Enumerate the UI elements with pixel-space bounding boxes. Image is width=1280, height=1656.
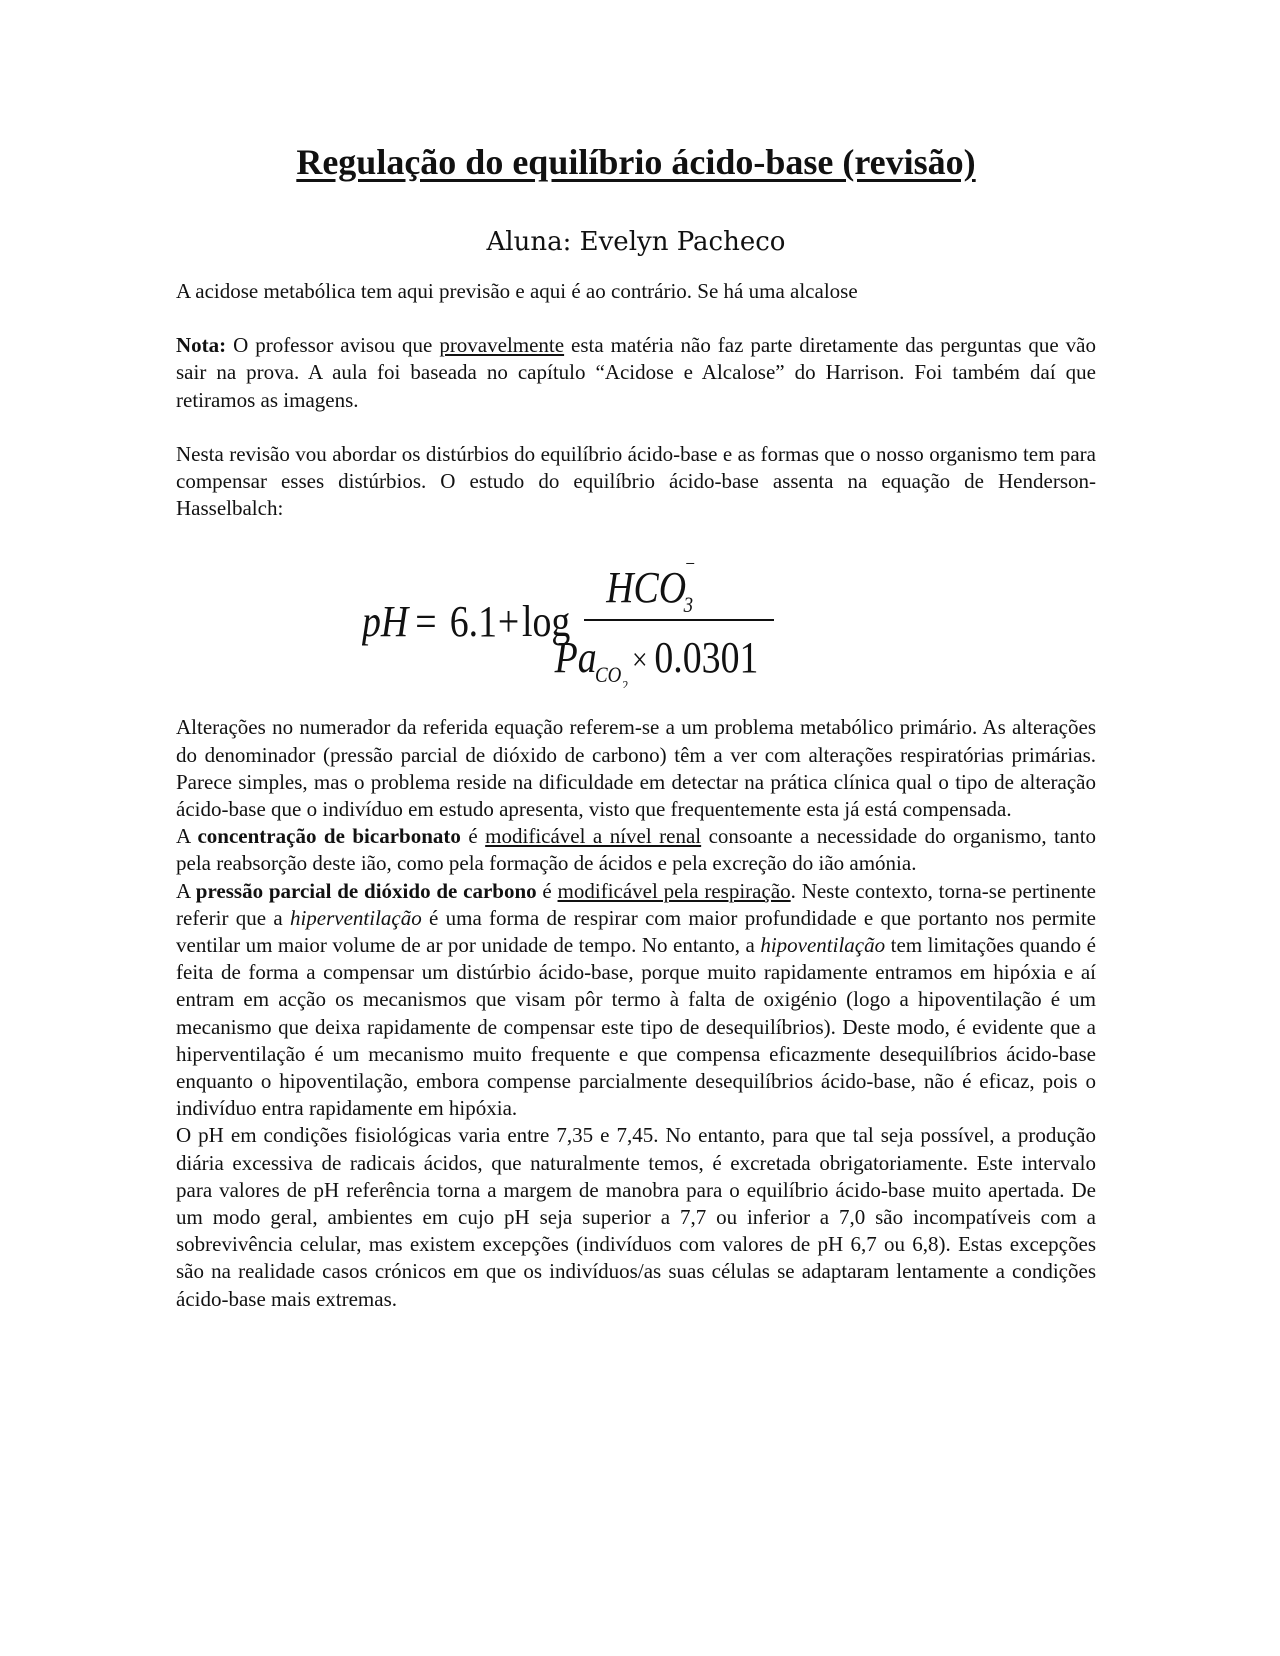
pressao-bold: pressão parcial de dióxido de carbono (195, 878, 537, 903)
eq-denominator: Pa (554, 632, 597, 683)
pressao-text-c: é (536, 878, 558, 903)
eq-log: log (521, 596, 571, 647)
eq-denominator-sub2: 2 (621, 677, 628, 689)
pressao-text-d: . Neste contexto, torna-se pertinente referir que a (176, 878, 1097, 930)
equation-graphic (362, 550, 782, 688)
eq-lhs: pH (362, 596, 409, 647)
alteracoes-paragraph: Alterações no numerador da referida equação referem-se a um problema metabólico primário. As alterações do denominador (pressão parcial de dióxido de carbono) têm a ver com alterações respiratórias primárias. Parece simples, mas o problema reside na dificuldade em detectar na prática clínica qual o tipo de alteração ácido-base que o indivíduo em estudo apresenta, visto que frequentemente esta já está compensada. (176, 715, 1096, 822)
pressao-text-a: A (176, 878, 196, 903)
eq-numerator-sub: 3 (683, 594, 694, 618)
pressao-underlined: modificável pela respiração (557, 878, 791, 903)
bicarbonato-paragraph (176, 823, 1096, 877)
bicarb-bold: concentração de bicarbonato (197, 824, 461, 849)
nota-text-2: esta matéria não faz parte diretamente das perguntas que vão sair na prova. A aula foi baseada no capítulo “Acidose e Alcalose” do Harrison. Foi também daí que retiramos as imagens. (176, 333, 1097, 412)
intro-paragraph: A acidose metabólica tem aqui previsão e aqui é ao contrário. Se há uma alcalose (176, 279, 858, 303)
eq-plus: + (497, 596, 520, 647)
author-line: Aluna: Evelyn Pacheco (486, 227, 786, 257)
eq-equals: = (415, 596, 437, 647)
eq-numerator-sup: − (685, 553, 696, 576)
eq-times: × (632, 642, 648, 678)
document-page (176, 140, 1096, 1313)
bicarb-text-a: A (176, 824, 198, 849)
nota-paragraph (176, 332, 1096, 414)
document-title: Regulação do equilíbrio ácido-base (revisão) (296, 142, 976, 182)
pressao-italic-hipo: hipoventilação (760, 933, 886, 958)
eq-constant: 6.1 (449, 596, 498, 647)
bicarb-text-c: é (460, 824, 486, 849)
nota-text-1: O professor avisou que (226, 333, 440, 358)
eq-denominator-sub: CO (595, 664, 622, 688)
pressao-italic-hiper: hiperventilação (289, 905, 422, 930)
pressao-text-f: tem limitações quando é feita de forma a compensar um distúrbio ácido-base, porque muito rapidamente entramos em hipóxia e aí entram em acção os mecanismos que visam pôr termo à falta de oxigénio (logo a hipoventilação é um mecanismo que deixa rapidamente de compensar este tipo de desequilíbrios). Deste modo, é evidente que a hiperventilação é um mecanismo muito frequente e que compensa eficazmente desequilíbrios ácido-base enquanto o hipoventilação, embora compense parcialmente desequilíbrios ácido-base, não é eficaz, pois o indivíduo entra rapidamente em hipóxia. (176, 933, 1096, 1121)
eq-numerator: HCO (606, 562, 687, 613)
henderson-hasselbalch-equation (362, 550, 782, 688)
eq-factor: 0.0301 (654, 632, 759, 683)
ph-paragraph: O pH em condições fisiológicas varia entre 7,35 e 7,45. No entanto, para que tal seja possível, a produção diária excessiva de radicais ácidos, que naturalmente temos, é excretada obrigatoriamente. Este intervalo para valores de pH referência torna a margem de manobra para o equilíbrio ácido-base muito apertada. De um modo geral, ambientes em cujo pH seja superior a 7,7 ou inferior a 7,0 são incompatíveis com a sobrevivência celular, mas existem excepções (indivíduos com valores de pH 6,7 ou 6,8). Estas excepções são na realidade casos crónicos em que os indivíduos/as suas células se adaptaram lentamente a condições ácido-base mais extremas. (176, 1123, 1096, 1311)
bicarb-text-d: consoante a necessidade do organismo, tanto pela reabsorção deste ião, como pela formação de ácidos e pela excreção do ião amónia. (176, 824, 1097, 876)
pressao-text-e: é uma forma de respirar com maior profundidade e que portanto nos permite ventilar um maior volume de ar por unidade de tempo. No entanto, a (176, 905, 1096, 958)
revisao-paragraph: Nesta revisão vou abordar os distúrbios do equilíbrio ácido-base e as formas que o nosso organismo tem para compensar esses distúrbios. O estudo do equilíbrio ácido-base assenta na equação de Henderson-Hasselbalch: (176, 441, 1096, 521)
pressao-paragraph (176, 878, 1096, 1123)
nota-label: Nota: (176, 333, 227, 358)
bicarb-underlined: modificável a nível renal (485, 824, 702, 849)
nota-underlined: provavelmente (439, 333, 565, 358)
